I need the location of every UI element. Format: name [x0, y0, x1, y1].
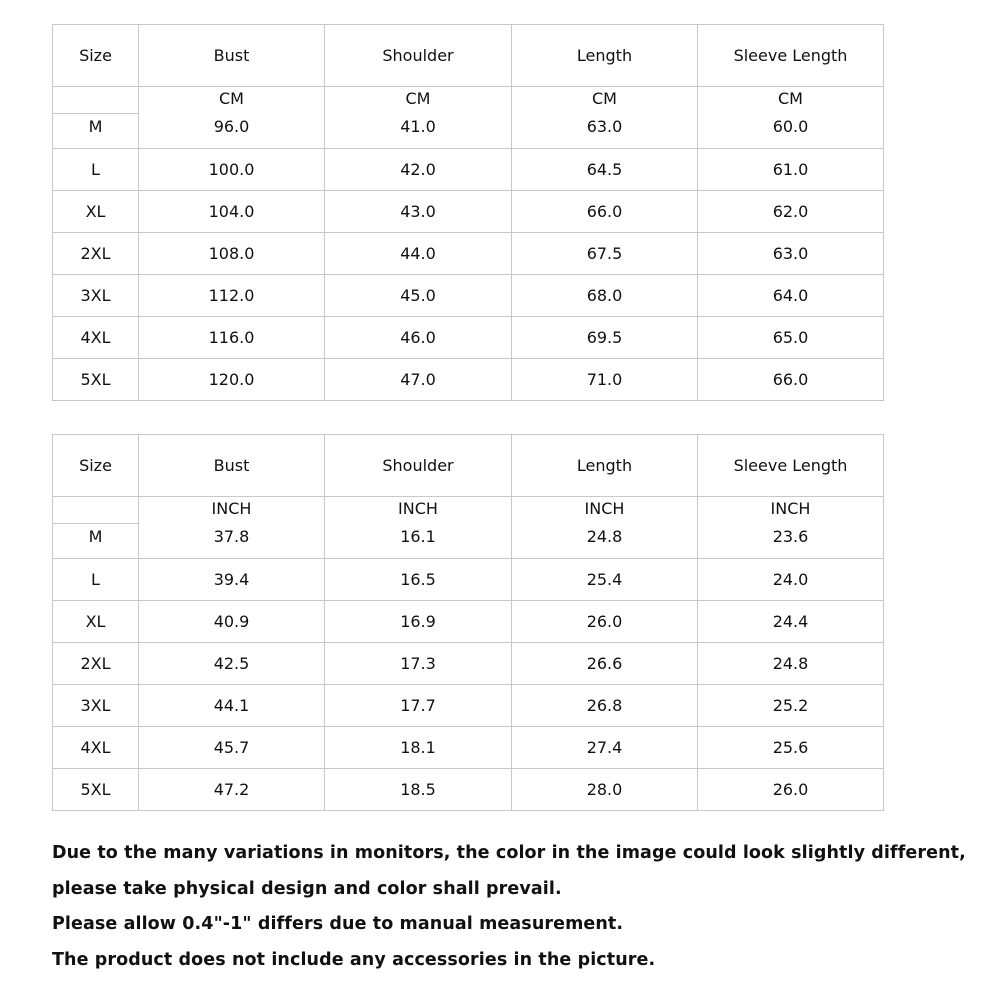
sleeve-length-value: 62.0: [698, 191, 884, 233]
unit-bust: INCH: [139, 497, 325, 524]
shoulder-value: 41.0: [325, 114, 512, 149]
length-value: 69.5: [512, 317, 698, 359]
sleeve-length-value: 64.0: [698, 275, 884, 317]
note-line: please take physical design and color shall prevail.: [52, 878, 562, 899]
length-value: 68.0: [512, 275, 698, 317]
table-row: [53, 559, 884, 601]
note-line: The product does not include any accessories in the picture.: [52, 949, 656, 970]
sleeve-length-value: 24.0: [698, 559, 884, 601]
unit-shoulder: INCH: [325, 497, 512, 524]
table-row: [53, 233, 884, 275]
unit-shoulder: CM: [325, 87, 512, 114]
header-row: [53, 435, 884, 497]
sleeve-length-value: 66.0: [698, 359, 884, 401]
table-row: [53, 114, 884, 149]
bust-value: 112.0: [139, 275, 325, 317]
unit-sleeve-length: CM: [698, 87, 884, 114]
bust-value: 37.8: [139, 524, 325, 559]
sleeve-length-value: 26.0: [698, 769, 884, 811]
sleeve-length-value: 24.4: [698, 601, 884, 643]
length-value: 26.8: [512, 685, 698, 727]
table-row: [53, 317, 884, 359]
shoulder-value: 47.0: [325, 359, 512, 401]
bust-value: 108.0: [139, 233, 325, 275]
header-sleeve-length: Sleeve Length: [698, 435, 884, 497]
header-bust: Bust: [139, 435, 325, 497]
unit-row: [53, 87, 884, 114]
sleeve-length-value: 60.0: [698, 114, 884, 149]
unit-bust: CM: [139, 87, 325, 114]
length-value: 24.8: [512, 524, 698, 559]
bust-value: 104.0: [139, 191, 325, 233]
size-label: M: [53, 524, 139, 559]
length-value: 27.4: [512, 727, 698, 769]
sleeve-length-value: 25.6: [698, 727, 884, 769]
header-row: [53, 25, 884, 87]
disclaimer-notes: [52, 836, 997, 978]
header-shoulder: Shoulder: [325, 25, 512, 87]
sleeve-length-value: 65.0: [698, 317, 884, 359]
bust-value: 47.2: [139, 769, 325, 811]
table-row: [53, 769, 884, 811]
table-row: [53, 149, 884, 191]
bust-value: 120.0: [139, 359, 325, 401]
bust-value: 39.4: [139, 559, 325, 601]
shoulder-value: 17.7: [325, 685, 512, 727]
shoulder-value: 43.0: [325, 191, 512, 233]
note-line: Due to the many variations in monitors, the color in the image could look slightly different,: [52, 843, 966, 863]
size-chart-cm: [52, 24, 884, 401]
unit-sleeve-length: INCH: [698, 497, 884, 524]
header-shoulder: Shoulder: [325, 435, 512, 497]
shoulder-value: 16.9: [325, 601, 512, 643]
length-value: 28.0: [512, 769, 698, 811]
size-label: XL: [53, 601, 139, 643]
length-value: 66.0: [512, 191, 698, 233]
size-label: XL: [53, 191, 139, 233]
header-size: Size: [53, 25, 139, 87]
size-label: 4XL: [53, 317, 139, 359]
length-value: 67.5: [512, 233, 698, 275]
header-size: Size: [53, 435, 139, 497]
sleeve-length-value: 24.8: [698, 643, 884, 685]
table-row: [53, 643, 884, 685]
unit-row: [53, 497, 884, 524]
size-label: 3XL: [53, 275, 139, 317]
shoulder-value: 18.5: [325, 769, 512, 811]
size-label: 3XL: [53, 685, 139, 727]
shoulder-value: 44.0: [325, 233, 512, 275]
shoulder-value: 17.3: [325, 643, 512, 685]
size-label: 5XL: [53, 769, 139, 811]
shoulder-value: 46.0: [325, 317, 512, 359]
unit-length: CM: [512, 87, 698, 114]
unit-blank: [53, 497, 139, 524]
bust-value: 96.0: [139, 114, 325, 149]
bust-value: 40.9: [139, 601, 325, 643]
length-value: 26.0: [512, 601, 698, 643]
length-value: 64.5: [512, 149, 698, 191]
size-label: M: [53, 114, 139, 149]
size-label: 2XL: [53, 643, 139, 685]
table-row: [53, 601, 884, 643]
bust-value: 44.1: [139, 685, 325, 727]
bust-value: 42.5: [139, 643, 325, 685]
bust-value: 45.7: [139, 727, 325, 769]
length-value: 25.4: [512, 559, 698, 601]
shoulder-value: 42.0: [325, 149, 512, 191]
size-label: 2XL: [53, 233, 139, 275]
size-label: 5XL: [53, 359, 139, 401]
sleeve-length-value: 63.0: [698, 233, 884, 275]
shoulder-value: 18.1: [325, 727, 512, 769]
header-length: Length: [512, 25, 698, 87]
size-chart-inch-body: [53, 435, 884, 811]
table-row: [53, 275, 884, 317]
shoulder-value: 16.5: [325, 559, 512, 601]
size-label: L: [53, 149, 139, 191]
unit-blank: [53, 87, 139, 114]
length-value: 71.0: [512, 359, 698, 401]
table-row: [53, 685, 884, 727]
size-label: L: [53, 559, 139, 601]
header-sleeve-length: Sleeve Length: [698, 25, 884, 87]
sleeve-length-value: 61.0: [698, 149, 884, 191]
table-row: [53, 524, 884, 559]
shoulder-value: 16.1: [325, 524, 512, 559]
size-chart-inch: [52, 434, 884, 811]
length-value: 26.6: [512, 643, 698, 685]
length-value: 63.0: [512, 114, 698, 149]
sleeve-length-value: 25.2: [698, 685, 884, 727]
bust-value: 100.0: [139, 149, 325, 191]
note-line: Please allow 0.4"-1" differs due to manual measurement.: [52, 914, 624, 934]
size-chart-cm-body: [53, 25, 884, 401]
table-row: [53, 727, 884, 769]
shoulder-value: 45.0: [325, 275, 512, 317]
size-label: 4XL: [53, 727, 139, 769]
header-length: Length: [512, 435, 698, 497]
table-row: [53, 191, 884, 233]
header-bust: Bust: [139, 25, 325, 87]
bust-value: 116.0: [139, 317, 325, 359]
table-row: [53, 359, 884, 401]
sleeve-length-value: 23.6: [698, 524, 884, 559]
unit-length: INCH: [512, 497, 698, 524]
